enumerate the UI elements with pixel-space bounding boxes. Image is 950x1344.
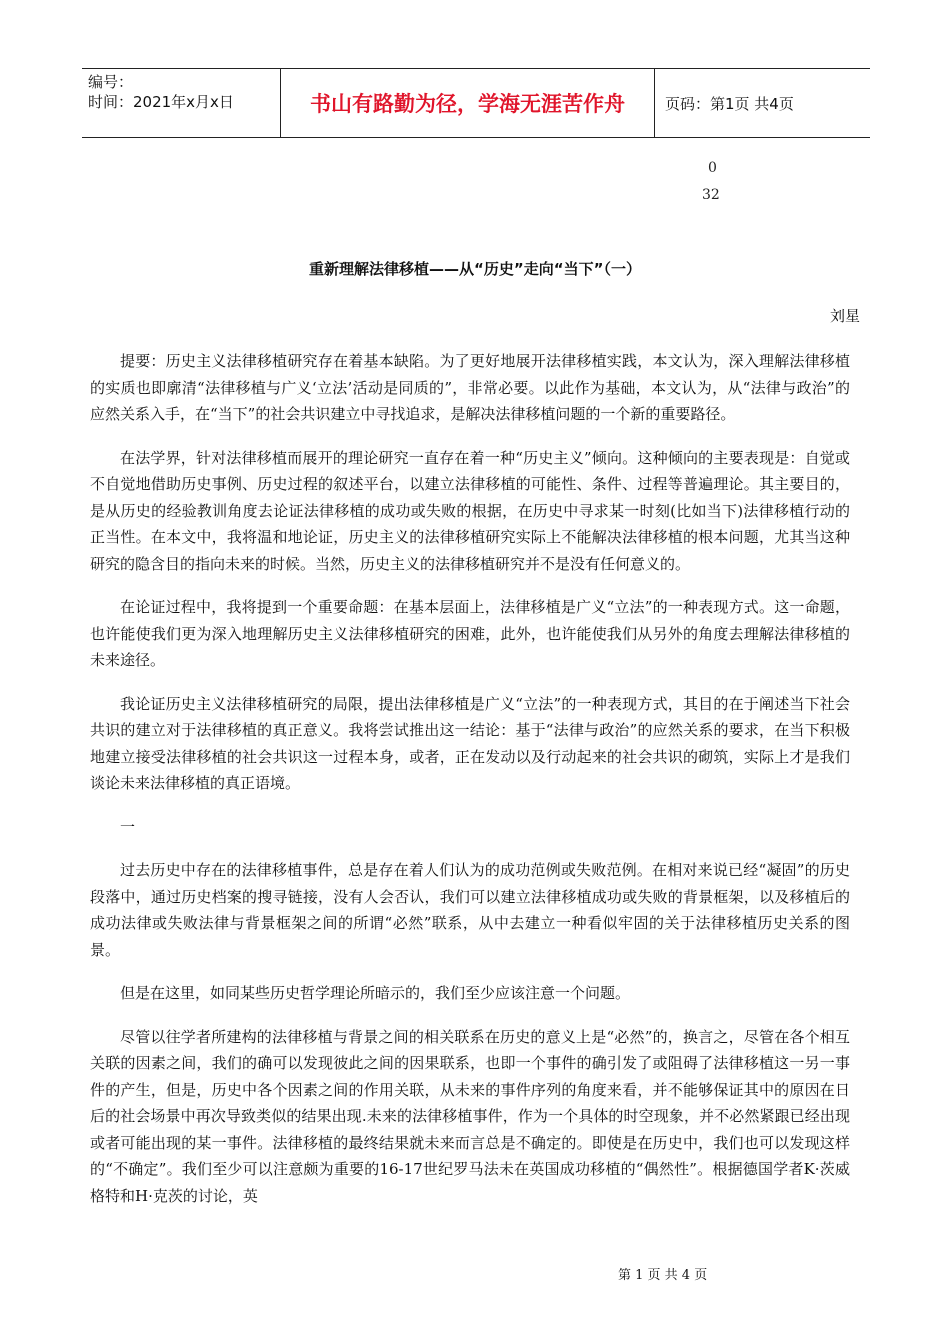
page-footer: 第 1 页 共 4 页 xyxy=(618,1268,708,1283)
article-body xyxy=(90,348,850,1226)
text-fragment-1: 0 xyxy=(708,160,717,176)
body-paragraph: 在法学界，针对法律移植而展开的理论研究一直存在着一种“历史主义”倾向。这种倾向的主要表现是：自觉或不自觉地借助历史事例、历史过程的叙述平台，以建立法律移植的可能性、条件、过程等普遍理论。其主要目的，是从历史的经验教训角度去论证法律移植的成功或失败的根据，在历史中寻求某一时刻(比如当下)法律移植行动的正当性。在本文中，我将温和地论证，历史主义的法律移植研究实际上不能解决法律移植的根本问题，尤其当这种研究的隐含目的指向未来的时候。当然，历史主义的法律移植研究并不是没有任何意义的。 xyxy=(90,448,850,573)
text-fragment-2: 32 xyxy=(702,187,720,203)
document-number-label: 编号： xyxy=(88,73,134,91)
document-header-table xyxy=(82,68,870,138)
body-paragraph: 在论证过程中，我将提到一个重要命题：在基本层面上，法律移植是广义“立法”的一种表现方式。这一命题，也许能使我们更为深入地理解历史主义法律移植研究的困难，此外，也许能使我们从另外的角度去理解法律移植的未来途径。 xyxy=(90,598,850,669)
abstract-paragraph: 提要：历史主义法律移植研究存在着基本缺陷。为了更好地展开法律移植实践，本文认为，深入理解法律移植的实质也即廓清“法律移植与广义‘立法’活动是同质的”，非常必要。以此作为基础，本文认为，从“法律与政治”的应然关系入手，在“当下”的社会共识建立中寻找追求，是解决法律移植问题的一个新的重要路径。 xyxy=(90,352,850,423)
document-date-label: 时间：2021年x月x日 xyxy=(88,93,234,111)
header-page-label: 页码：第1页 共4页 xyxy=(665,94,794,113)
header-meta-cell xyxy=(82,69,281,137)
body-paragraph: 我论证历史主义法律移植研究的局限，提出法律移植是广义“立法”的一种表现方式，其目的在于阐述当下社会共识的建立对于法律移植的真正意义。我将尝试推出这一结论：基于“法律与政治”的应然关系的要求，在当下积极地建立接受法律移植的社会共识这一过程本身，或者，正在发动以及行动起来的社会共识的砌筑，实际上才是我们谈论未来法律移植的真正语境。 xyxy=(90,694,850,792)
article-author: 刘星 xyxy=(829,307,860,325)
article-title: 重新理解法律移植——从“历史”走向“当下”（一） xyxy=(309,260,641,278)
body-paragraph: 尽管以往学者所建构的法律移植与背景之间的相关联系在历史的意义上是“必然”的，换言之，尽管在各个相互关联的因素之间，我们的确可以发现彼此之间的因果联系，也即一个事件的确引发了或阻碍了法律移植这一另一事件的产生，但是，历史中各个因素之间的作用关联，从未来的事件序列的角度来看，并不能够保证其中的原因在日后的社会场景中再次导致类似的结果出现.未来的法律移植事件，作为一个具体的时空现象，并不必然紧跟已经出现或者可能出现的某一事件。法律移植的最终结果就未来而言总是不确定的。即使是在历史中，我们也可以发现这样的“不确定”。我们至少可以注意颇为重要的16-17世纪罗马法未在英国成功移植的“偶然性”。根据德国学者K·茨威格特和H·克茨的讨论，英 xyxy=(90,1027,850,1205)
section-number: 一 xyxy=(120,817,136,836)
body-paragraph: 过去历史中存在的法律移植事件，总是存在着人们认为的成功范例或失败范例。在相对来说已经“凝固”的历史段落中，通过历史档案的搜寻链接，没有人会否认，我们可以建立法律移植成功或失败的背景框架，以及移植后的成功法律或失败法律与背景框架之间的所谓“必然”联系，从中去建立一种看似牢固的关于法律移植历史关系的图景。 xyxy=(90,861,850,959)
body-paragraph: 但是在这里，如同某些历史哲学理论所暗示的，我们至少应该注意一个问题。 xyxy=(120,984,631,1002)
header-motto: 书山有路勤为径，学海无涯苦作舟 xyxy=(281,69,655,137)
